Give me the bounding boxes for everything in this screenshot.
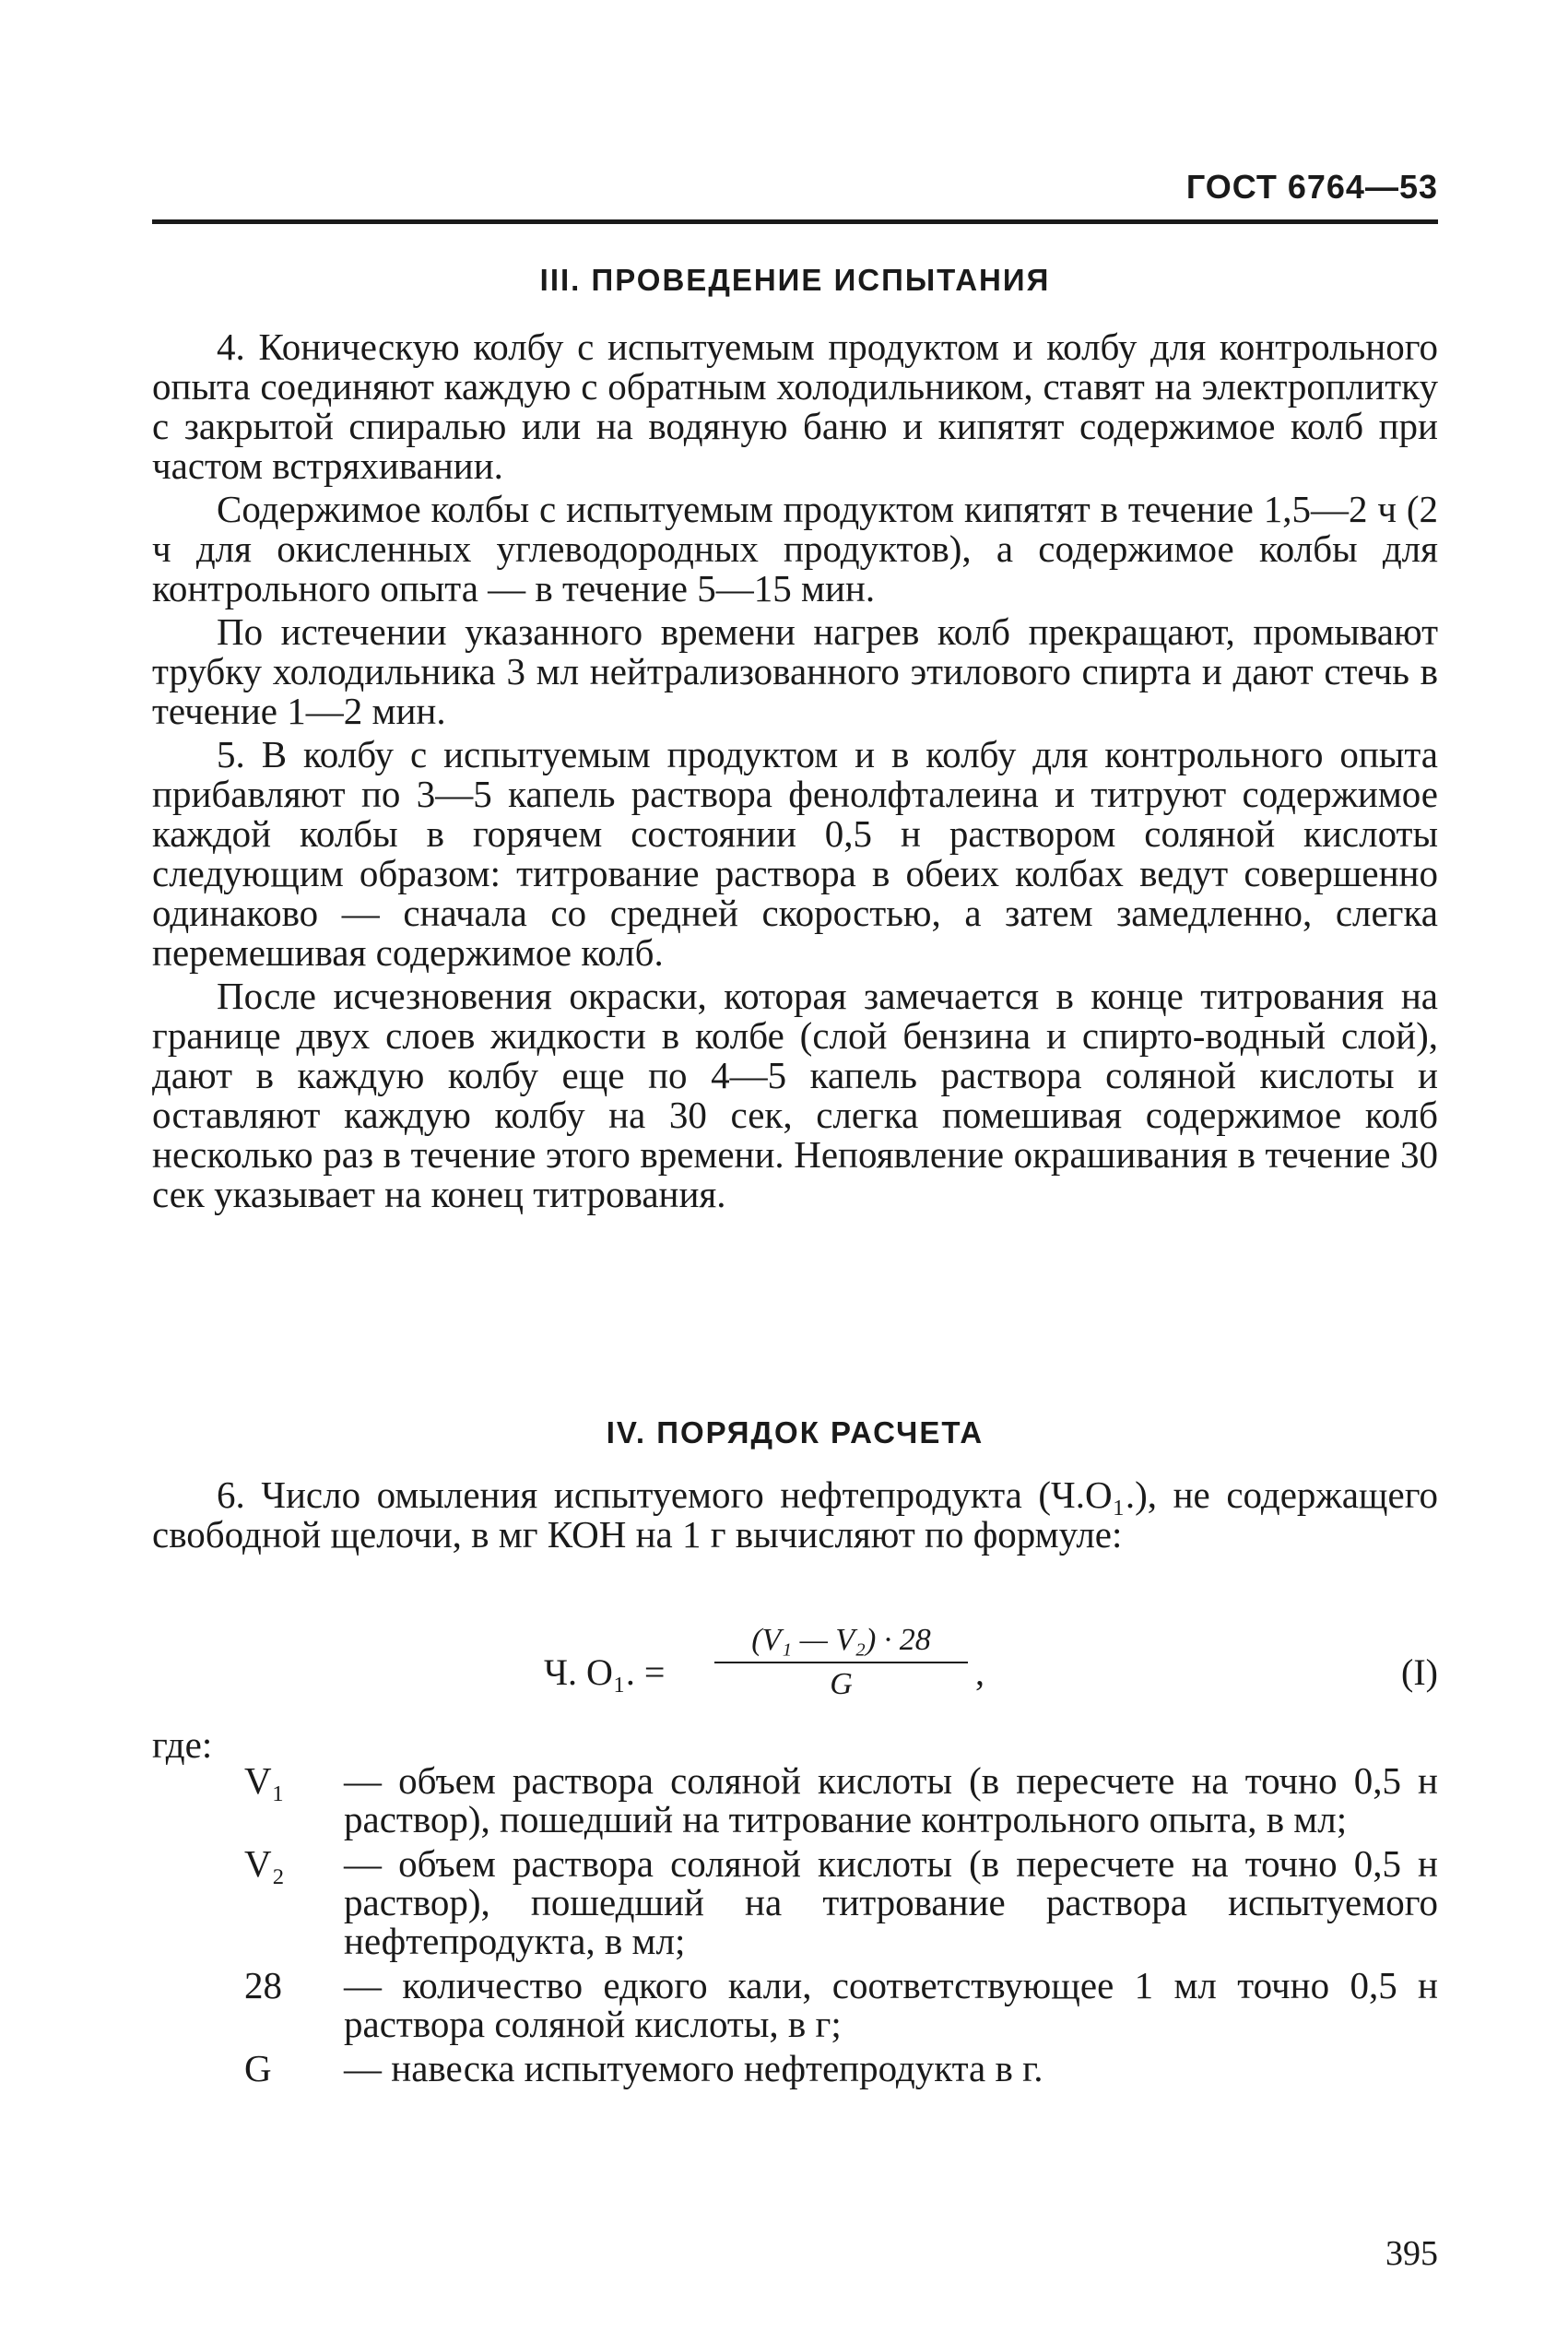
paragraph-5: 5. В колбу с испытуемым продуктом и в колбу для контрольного опыта прибавляют по 3—5 капель раствора фенолфталеина и титруют содержимое каждой колбы в горячем состоянии 0,5 н раствором соляной кислоты следующим образом: титрование раствора в обеих колбах ведут совершенно одинаково — сначала со средней скоростью, а затем замедленно, слегка перемешивая содержимое колб. bbox=[152, 733, 1438, 974]
definition-v2 bbox=[244, 1844, 1438, 1960]
formula-numerator: (V₁ — V₂) · 28 bbox=[751, 1623, 931, 1657]
symbol-28: 28 bbox=[244, 1964, 282, 2006]
header-rule bbox=[152, 219, 1438, 224]
formula-comma: , bbox=[975, 1651, 984, 1693]
saponification-formula bbox=[152, 1621, 1438, 1722]
definition-g bbox=[244, 2049, 1438, 2088]
equation-number: (I) bbox=[1401, 1651, 1438, 1693]
formula-lhs: Ч. О₁. = bbox=[544, 1651, 666, 1693]
section-4-intro bbox=[152, 1475, 1438, 1558]
paragraph-boiling: Содержимое колбы с испытуемым продуктом кипятят в течение 1,5—2 ч (2 ч для окисленных углеводородных продуктов), а содержимое колбы для контрольного опыта — в течение 5—15 мин. bbox=[152, 488, 1438, 609]
definition-g-text: — навеска испытуемого нефтепродукта в г. bbox=[344, 2047, 1043, 2089]
symbol-v1: V₁ bbox=[244, 1759, 285, 1802]
formula-denominator: G bbox=[830, 1667, 853, 1701]
definition-28 bbox=[244, 1966, 1438, 2043]
paragraph-endpoint: После исчезновения окраски, которая замечается в конце титрования на границе двух слоев жидкости в колбе (слой бензина и спирто-водный слой), дают в каждую колбу еще по 4—5 капель раствора соляной кислоты и оставляют каждую колбу на 30 сек, слегка помешивая содержимое колб несколько раз в течение этого времени. Непоявление окрашивания в течение 30 сек указывает на конец титрования. bbox=[152, 975, 1438, 1215]
fraction-bar bbox=[714, 1662, 968, 1663]
paragraph-4: 4. Коническую колбу с испытуемым продуктом и колбу для контрольного опыта соединяют каждую с обратным холодильником, ставят на электроплитку с закрытой спиралью или на водяную баню и кипятят содержимое колб при частом встряхивании. bbox=[152, 325, 1438, 487]
page-number: 395 bbox=[1385, 2234, 1438, 2273]
symbol-v2: V₂ bbox=[244, 1842, 285, 1885]
paragraph-6: 6. Число омыления испытуемого нефтепродукта (Ч.О₁.), не содержащего свободной щелочи, в мг КОН на 1 г вычисляют по формуле: bbox=[152, 1473, 1438, 1556]
symbol-g: G bbox=[244, 2047, 272, 2089]
section-4-title: IV. ПОРЯДОК РАСЧЕТА bbox=[606, 1415, 984, 1449]
standard-code: ГОСТ 6764—53 bbox=[1185, 168, 1438, 206]
definition-v1-text: — объем раствора соляной кислоты (в пересчете на точно 0,5 н раствор), пошедший на титрование контрольного опыта, в мл; bbox=[344, 1759, 1438, 1840]
variable-definitions bbox=[244, 1761, 1438, 2093]
definition-v2-text: — объем раствора соляной кислоты (в пересчете на точно 0,5 н раствор), пошедший на титрование раствора испытуемого нефтепродукта, в мл; bbox=[344, 1842, 1438, 1962]
section-3-title: III. ПРОВЕДЕНИЕ ИСПЫТАНИЯ bbox=[539, 263, 1051, 297]
formula-fraction bbox=[714, 1621, 968, 1704]
definition-28-text: — количество едкого кали, соответствующее 1 мл точно 0,5 н раствора соляной кислоты, в г; bbox=[344, 1964, 1438, 2045]
definition-v1 bbox=[244, 1761, 1438, 1839]
section-3-body bbox=[152, 327, 1438, 1218]
paragraph-rinse: По истечении указанного времени нагрев колб прекращают, промывают трубку холодильника 3 мл нейтрализованного этилового спирта и дают стечь в течение 1—2 мин. bbox=[152, 610, 1438, 732]
where-label: где: bbox=[152, 1723, 213, 1766]
